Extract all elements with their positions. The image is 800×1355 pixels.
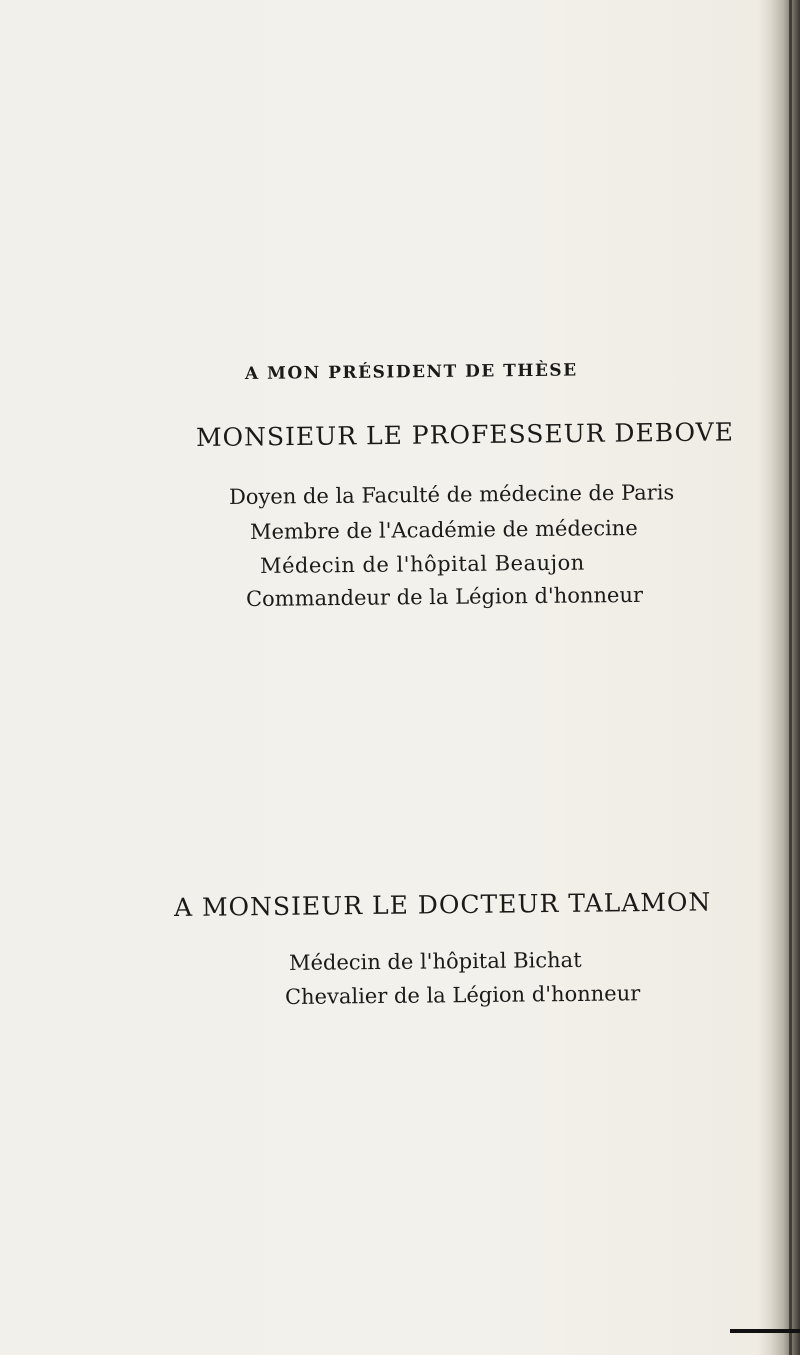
dedicatee-name-debove: MONSIEUR LE PROFESSEUR DEBOVE [195,417,735,452]
dedication-heading: A MON PRÉSIDENT DE THÈSE [244,360,578,384]
title-line-commandeur: Commandeur de la Légion d'honneur [245,582,644,611]
title-line-dean: Doyen de la Faculté de médecine de Paris [228,480,675,509]
title-line-beaujon: Médecin de l'hôpital Beaujon [259,550,585,578]
dedicatee-name-talamon: A MONSIEUR LE DOCTEUR TALAMON [173,887,712,922]
title-line-academy: Membre de l'Académie de médecine [249,515,638,544]
title-line-bichat: Médecin de l'hôpital Bichat [288,947,582,975]
bottom-edge-mark [730,1329,800,1333]
page-edge-shadow [758,0,800,1355]
page-edge-line [789,0,792,1355]
title-line-chevalier: Chevalier de la Légion d'honneur [284,981,641,1009]
